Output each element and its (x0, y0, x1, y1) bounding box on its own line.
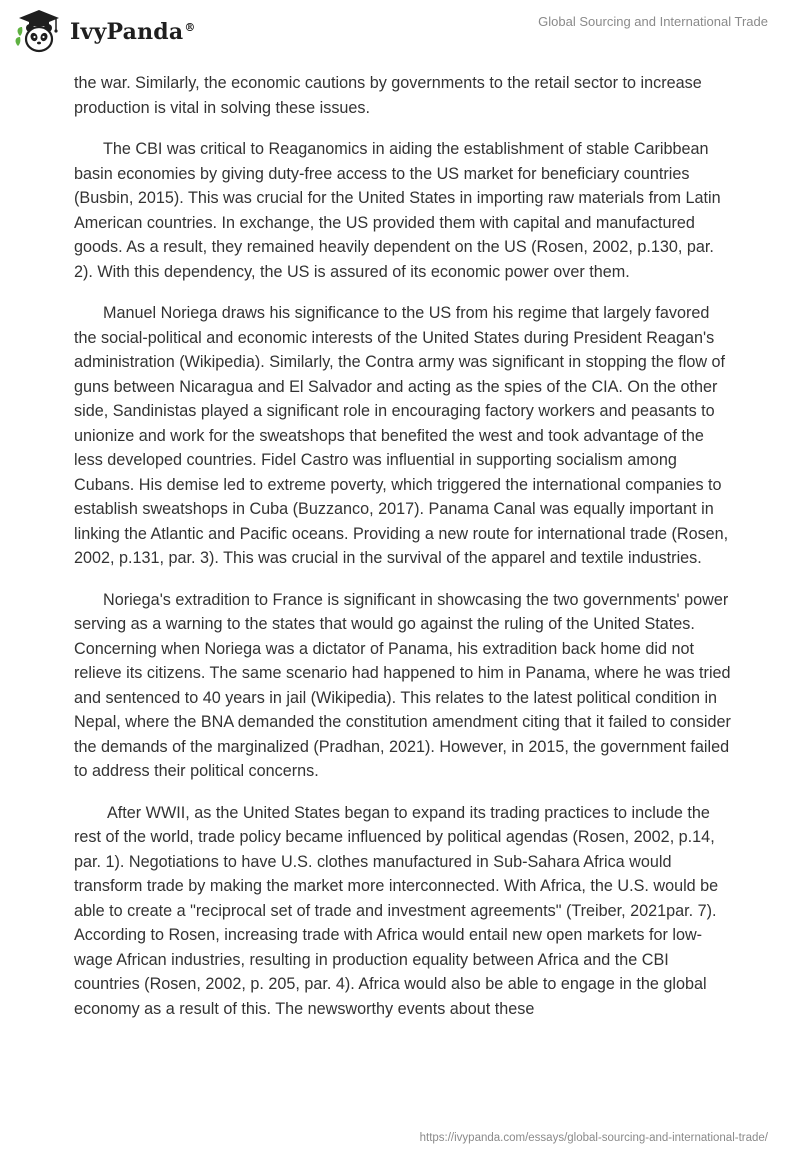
brand-name: IvyPanda® (70, 19, 196, 45)
registered-mark: ® (184, 20, 196, 34)
paragraph: After WWII, as the United States began to expand its trading practices to include the rest of the world, trade policy became influenced by political agendas (Rosen, 2002, p.14, par. 1). Negotiations to have U.S. clothes manufactured in Sub-Sahara Africa would transform trade by making the market more interconnected. With Africa, the U.S. would be able to create a "reciprocal set of trade and investment agreements" (Treiber, 2021par. 7). According to Rosen, increasing trade with Africa would entail new open markets for low-wage African industries, resulting in production equality between Africa and the CBI countries (Rosen, 2002, p. 205, par. 4). Africa would also be able to engage in the global economy as a result of this. The newsworthy events about these (74, 803, 719, 1018)
page-header (0, 0, 800, 64)
paragraph: The CBI was critical to Reaganomics in aiding the establishment of stable Caribbean basin economies by giving duty-free access to the US market for beneficiary countries (Busbin, 2015). This was crucial for the United States in importing raw materials from Latin American countries. In exchange, the US provided them with capital and manufactured goods. As a result, they remained heavily dependent on the US (Rosen, 2002, p.130, par. 2). With this dependency, the US is assured of its economic power over them. (74, 140, 721, 281)
essay-body (74, 71, 734, 1038)
source-url[interactable]: https://ivypanda.com/essays/global-sourcing-and-international-trade/ (419, 1132, 768, 1144)
document-title: Global Sourcing and International Trade (538, 14, 768, 29)
paragraph: the war. Similarly, the economic cautions by governments to the retail sector to increase production is vital in solving these issues. (74, 74, 702, 117)
panda-logo-icon (14, 8, 64, 56)
paragraph: Noriega's extradition to France is significant in showcasing the two governments' power serving as a warning to the states that would go against the ruling of the United States. Concerning when Noriega was a dictator of Panama, his extradition back home did not relieve its citizens. The same scenario had happened to him in Panama, where he was tried and sentenced to 40 years in jail (Wikipedia). This relates to the latest political condition in Nepal, where the BNA demanded the constitution amendment citing that it failed to consider the demands of the marginalized (Pradhan, 2021). However, in 2015, the government failed to address their political concerns. (74, 590, 731, 780)
ivypanda-logo[interactable] (14, 8, 196, 56)
paragraph: Manuel Noriega draws his significance to the US from his regime that largely favored the social-political and economic interests of the United States during President Reagan's administration (Wikipedia). Similarly, the Contra army was significant in stopping the flow of guns between Nicaragua and El Salvador and acting as the spies of the CIA. On the other side, Sandinistas played a significant role in encouraging factory workers and peasants to unionize and work for the sweatshops that benefited the west and took advantage of the less developed countries. Fidel Castro was influential in supporting socialism among Cubans. His demise led to extreme poverty, which triggered the international companies to establish sweatshops in Cuba (Buzzanco, 2017). Panama Canal was equally important in linking the Atlantic and Pacific oceans. Providing a new route for international trade (Rosen, 2002, p.131, par. 3). This was crucial in the survival of the apparel and textile industries. (74, 304, 729, 567)
